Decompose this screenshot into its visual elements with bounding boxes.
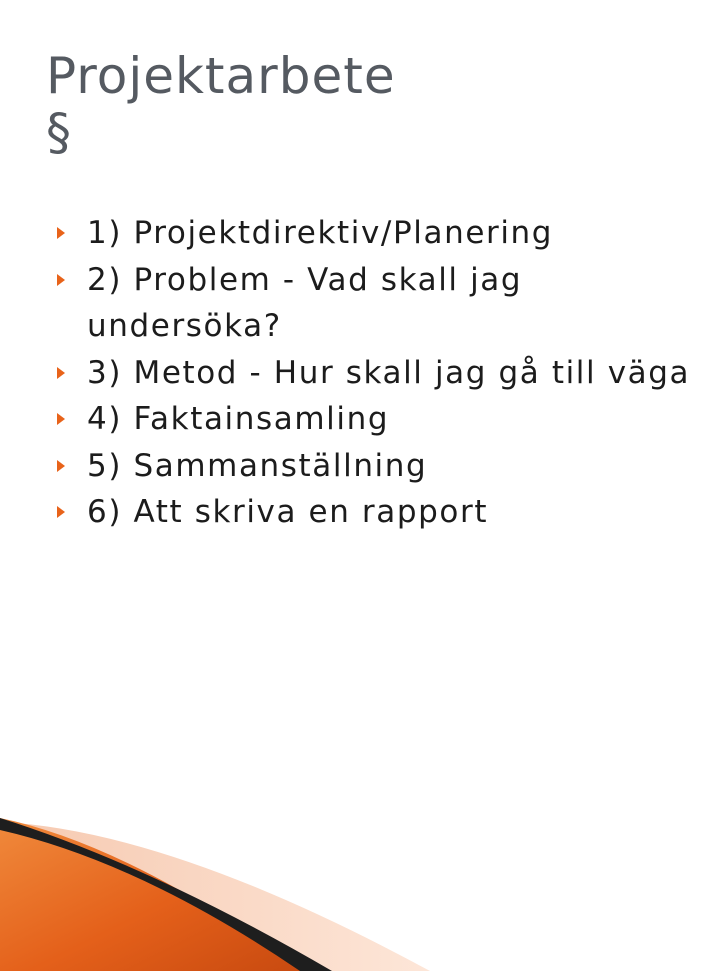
triangle-right-icon [57, 274, 65, 286]
bullet-item-6 [56, 489, 696, 536]
bullet-text-3: 3) Metod - Hur skall jag gå till väga [87, 354, 691, 391]
bullet-list [56, 210, 696, 536]
triangle-right-icon [57, 227, 65, 239]
title-line-2: § [46, 103, 72, 161]
triangle-right-icon [57, 367, 65, 379]
triangle-right-icon [57, 413, 65, 425]
bullet-item-2 [56, 257, 696, 350]
bullet-text-4: 4) Faktainsamling [87, 401, 390, 437]
bullet-text-6: 6) Att skriva en rapport [87, 494, 489, 530]
triangle-right-icon [57, 506, 65, 518]
page-title [46, 48, 396, 160]
bullet-item-3 [56, 350, 696, 397]
bullet-item-4 [56, 396, 696, 443]
bullet-text-1: 1) Projektdirektiv/Planering [87, 215, 554, 251]
bullet-text-5: 5) Sammanställning [87, 447, 428, 484]
bullet-item-5 [56, 443, 696, 490]
bullet-item-1 [56, 210, 696, 257]
title-line-1: Projektarbete [46, 47, 396, 105]
triangle-right-icon [57, 460, 65, 472]
bullet-text-2: 2) Problem - Vad skall jag undersöka? [87, 261, 523, 344]
